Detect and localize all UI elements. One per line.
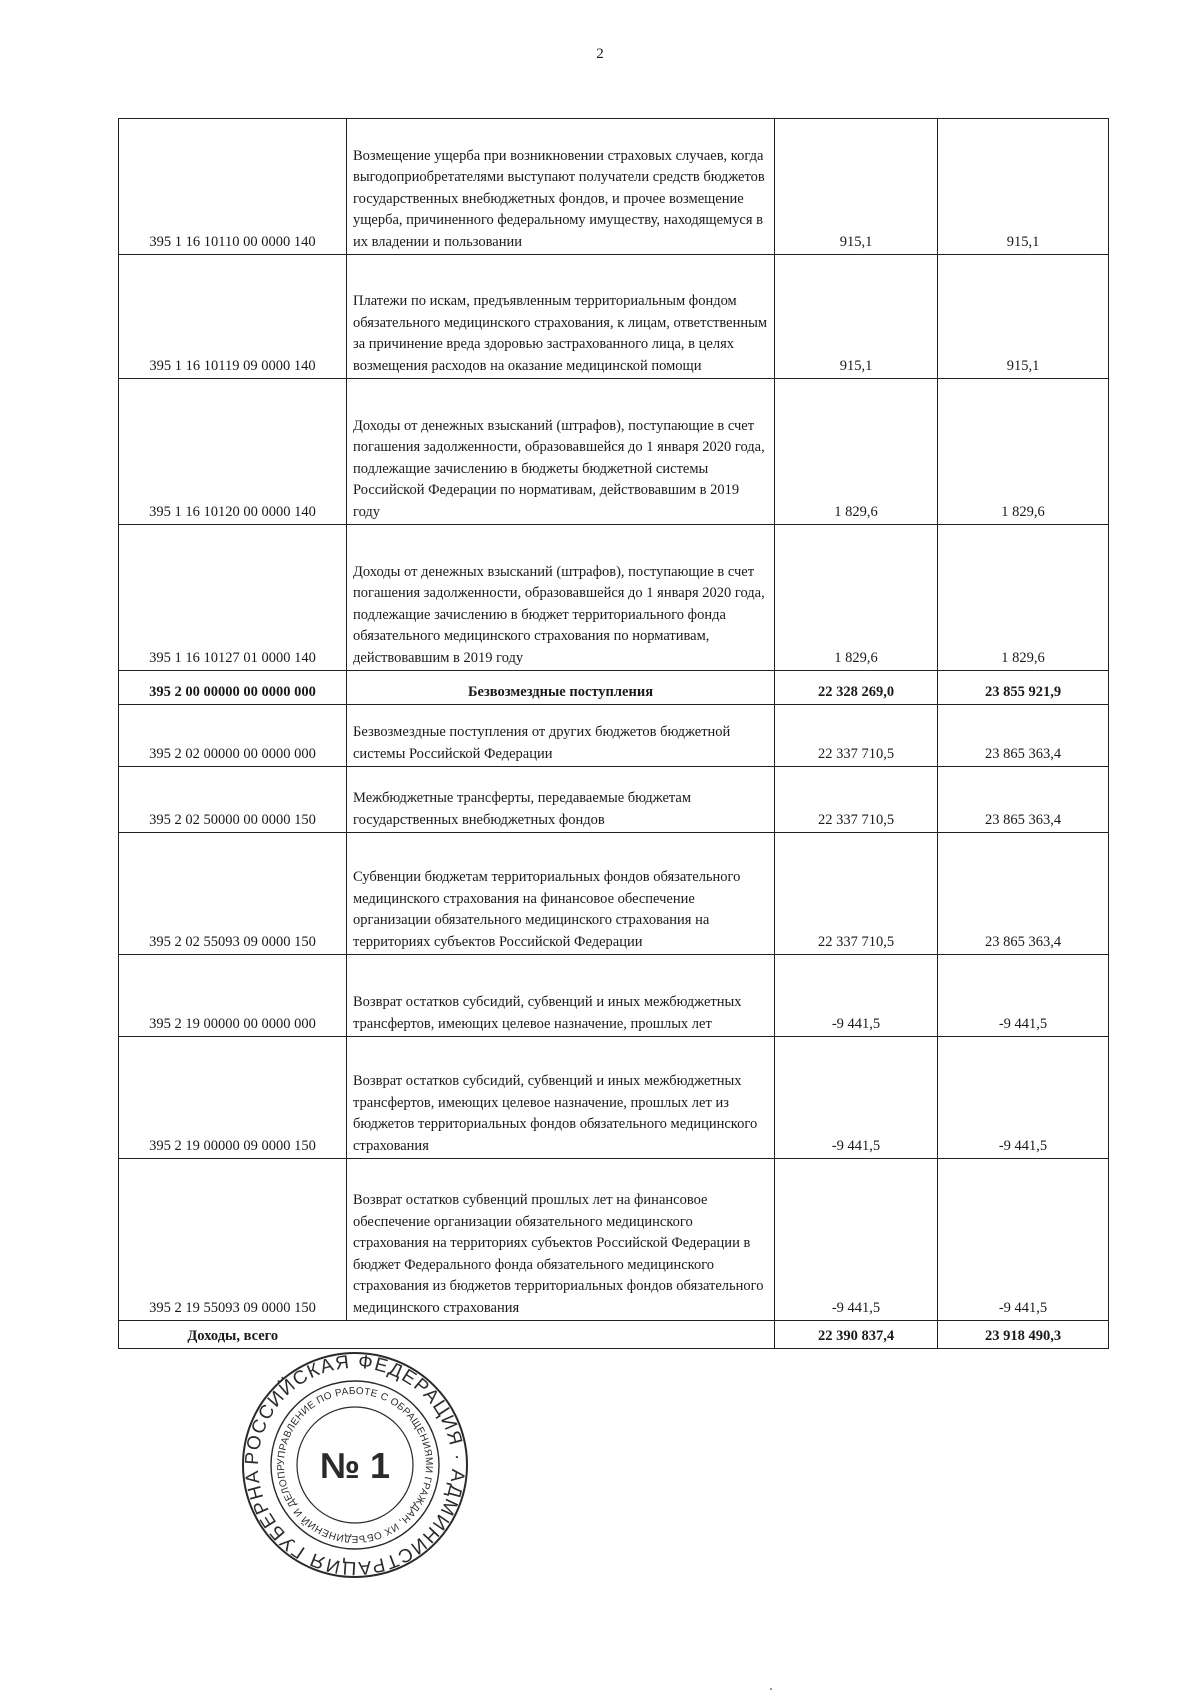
table-row: [119, 379, 1109, 525]
table-row: [119, 1159, 1109, 1321]
budget-code: 395 2 02 00000 00 0000 000: [119, 705, 347, 767]
value-col-1: 22 337 710,5: [775, 705, 938, 767]
seal-graphic: [240, 1350, 470, 1580]
value-col-2: 915,1: [938, 255, 1109, 379]
value-col-2: 23 855 921,9: [938, 671, 1109, 705]
budget-code: 395 1 16 10110 00 0000 140: [119, 119, 347, 255]
revenue-name: Межбюджетные трансферты, передаваемые бюджетам государственных внебюджетных фондов: [347, 767, 775, 833]
revenue-name: Субвенции бюджетам территориальных фондов обязательного медицинского страхования на финансовое обеспечение организации обязательного медицинского страхования на территориях субъектов Российской Федерации: [347, 833, 775, 955]
total-value-col-2: 23 918 490,3: [938, 1321, 1109, 1349]
revenue-name: Возврат остатков субвенций прошлых лет на финансовое обеспечение организации обязательного медицинского страхования на территориях субъектов Российской Федерации в бюджет Федерального фонда обязательного медицинского страхования из бюджетов территориальных фондов обязательного медицинского страхования: [347, 1159, 775, 1321]
budget-code: 395 1 16 10120 00 0000 140: [119, 379, 347, 525]
table-row: [119, 671, 1109, 705]
page-number: 2: [596, 46, 604, 62]
value-col-2: 915,1: [938, 119, 1109, 255]
revenue-name: Безвозмездные поступления: [347, 671, 775, 705]
value-col-1: 1 829,6: [775, 525, 938, 671]
budget-code: 395 2 00 00000 00 0000 000: [119, 671, 347, 705]
budget-code: 395 1 16 10119 09 0000 140: [119, 255, 347, 379]
revenue-name: Платежи по искам, предъявленным территориальным фондом обязательного медицинского страхования, к лицам, ответственным за причинение вреда здоровью застрахованного лица, в целях возмещения расходов на оказание медицинской помощи: [347, 255, 775, 379]
value-col-1: 22 337 710,5: [775, 833, 938, 955]
seal-center-number: № 1: [319, 1445, 391, 1486]
budget-code: 395 2 02 50000 00 0000 150: [119, 767, 347, 833]
table-row: [119, 705, 1109, 767]
value-col-2: 1 829,6: [938, 379, 1109, 525]
value-col-2: -9 441,5: [938, 1037, 1109, 1159]
seal-outer-text: РОССИЙСКАЯ ФЕДЕРАЦИЯ · АДМИНИСТРАЦИЯ ГУБЕРНА: [241, 1351, 469, 1579]
revenue-table: [118, 118, 1109, 1349]
table-row: [119, 255, 1109, 379]
value-col-1: 915,1: [775, 119, 938, 255]
table-row: [119, 955, 1109, 1037]
budget-code: 395 2 19 00000 09 0000 150: [119, 1037, 347, 1159]
seal-inner-text: УПРАВЛЕНИЕ ПО РАБОТЕ С ОБРАЩЕНИЯМИ ГРАЖДАН, ИХ ОБЪЕДИНЕНИЙ И ДЕЛОПР: [275, 1385, 435, 1545]
revenue-name: Безвозмездные поступления от других бюджетов бюджетной системы Российской Федерации: [347, 705, 775, 767]
revenue-name: Возмещение ущерба при возникновении страховых случаев, когда выгодоприобретателями выступают получатели средств бюджетов государственных внебюджетных фондов, и прочее возмещение ущерба, причиненного федеральному имуществу, находящемуся в их владении и пользовании: [347, 119, 775, 255]
table-row: [119, 119, 1109, 255]
budget-code: 395 2 19 55093 09 0000 150: [119, 1159, 347, 1321]
value-col-2: 23 865 363,4: [938, 767, 1109, 833]
budget-code: 395 2 02 55093 09 0000 150: [119, 833, 347, 955]
revenue-name: Возврат остатков субсидий, субвенций и иных межбюджетных трансфертов, имеющих целевое назначение, прошлых лет из бюджетов территориальных фондов обязательного медицинского страхования: [347, 1037, 775, 1159]
value-col-1: 22 337 710,5: [775, 767, 938, 833]
revenue-name: Доходы от денежных взысканий (штрафов), поступающие в счет погашения задолженности, образовавшейся до 1 января 2020 года, подлежащие зачислению в бюджеты бюджетной системы Российской Федерации по нормативам, действовавшим в 2019 году: [347, 379, 775, 525]
value-col-2: -9 441,5: [938, 955, 1109, 1037]
table-row: [119, 833, 1109, 955]
value-col-1: 22 328 269,0: [775, 671, 938, 705]
scan-speck: [770, 1688, 772, 1690]
total-spacer: [347, 1321, 775, 1349]
value-col-1: -9 441,5: [775, 1159, 938, 1321]
budget-code: 395 1 16 10127 01 0000 140: [119, 525, 347, 671]
official-seal: [240, 1350, 470, 1580]
value-col-2: 1 829,6: [938, 525, 1109, 671]
value-col-2: -9 441,5: [938, 1159, 1109, 1321]
total-label: Доходы, всего: [119, 1321, 347, 1349]
revenue-name: Возврат остатков субсидий, субвенций и иных межбюджетных трансфертов, имеющих целевое назначение, прошлых лет: [347, 955, 775, 1037]
total-value-col-1: 22 390 837,4: [775, 1321, 938, 1349]
budget-code: 395 2 19 00000 00 0000 000: [119, 955, 347, 1037]
value-col-1: -9 441,5: [775, 955, 938, 1037]
value-col-2: 23 865 363,4: [938, 833, 1109, 955]
table-row: [119, 525, 1109, 671]
revenue-name: Доходы от денежных взысканий (штрафов), поступающие в счет погашения задолженности, образовавшейся до 1 января 2020 года, подлежащие зачислению в бюджет территориального фонда обязательного медицинского страхования по нормативам, действовавшим в 2019 году: [347, 525, 775, 671]
value-col-1: -9 441,5: [775, 1037, 938, 1159]
table-row: [119, 767, 1109, 833]
value-col-2: 23 865 363,4: [938, 705, 1109, 767]
value-col-1: 915,1: [775, 255, 938, 379]
table-row: [119, 1037, 1109, 1159]
value-col-1: 1 829,6: [775, 379, 938, 525]
total-row: [119, 1321, 1109, 1349]
